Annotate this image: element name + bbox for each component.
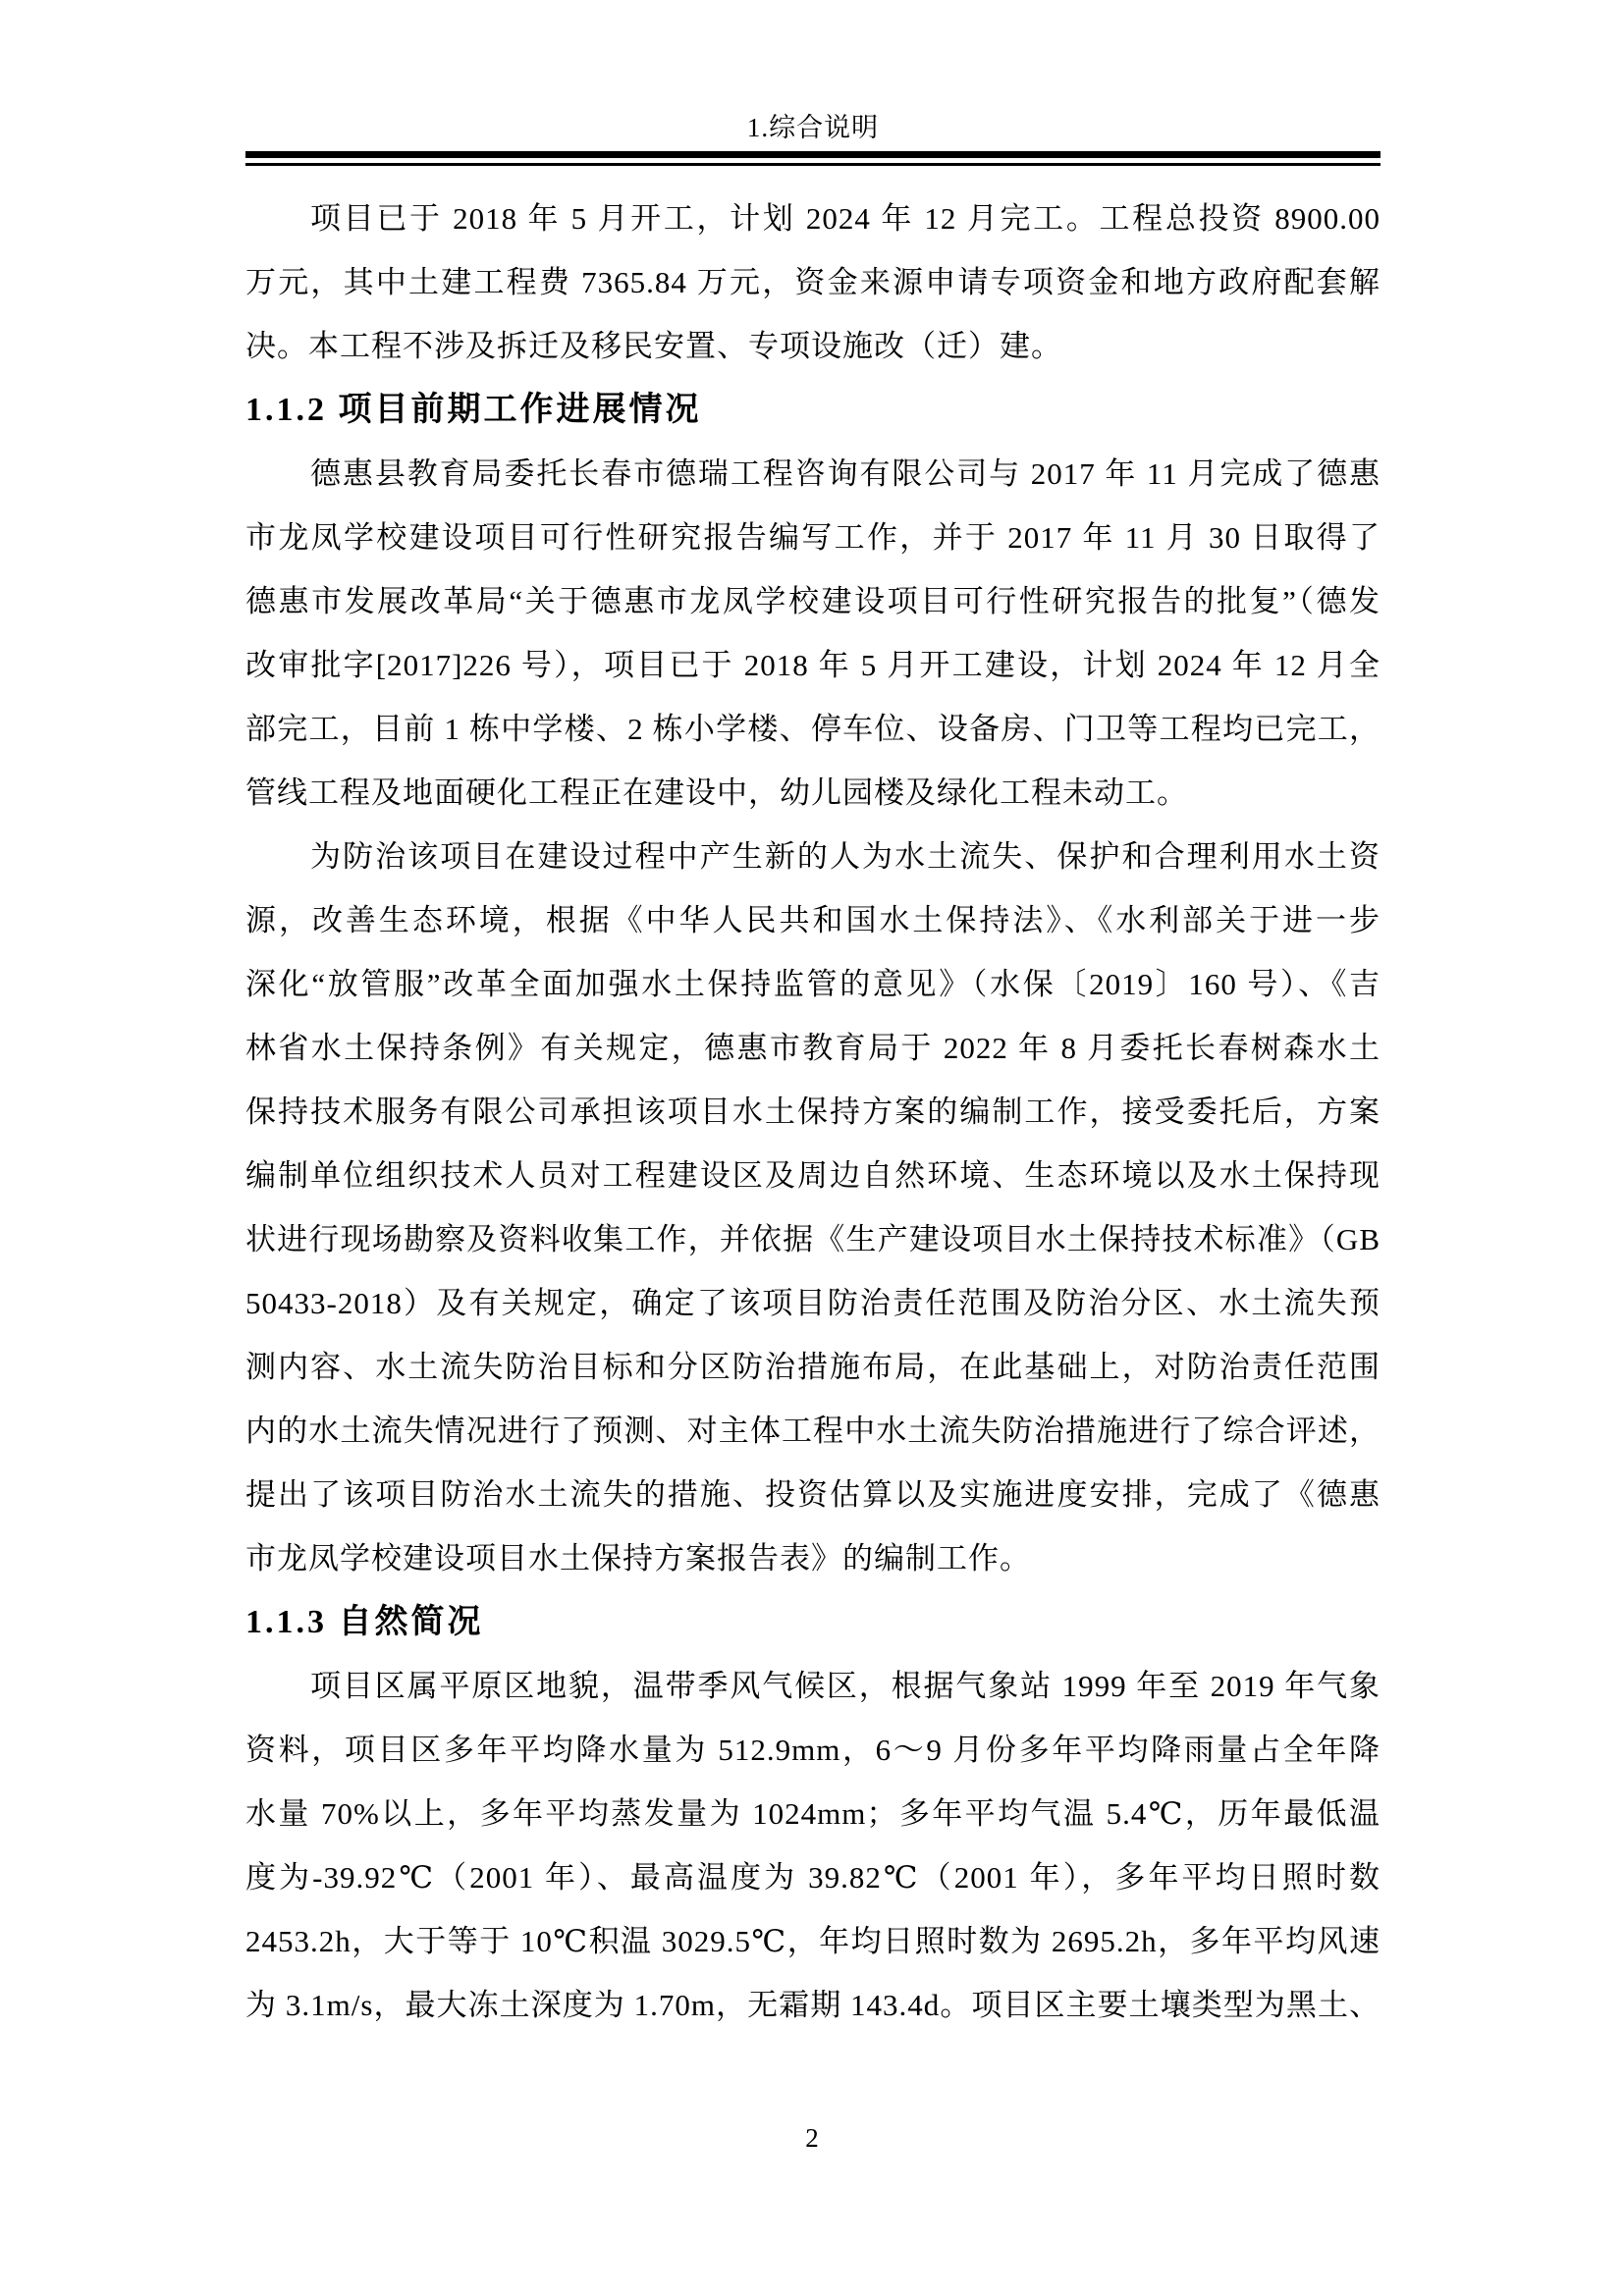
text-line: 资料，项目区多年平均降水量为 512.9mm，6～9 月份多年平均降雨量占全年降 bbox=[245, 1733, 1380, 1767]
text-line: 改审批字[2017]226 号），项目已于 2018 年 5 月开工建设，计划 2024 年 12 月全 bbox=[245, 648, 1380, 682]
header-rule-thin bbox=[245, 163, 1380, 166]
text-line: 市龙凤学校建设项目可行性研究报告编写工作，并于 2017 年 11 月 30 日取得了 bbox=[245, 520, 1380, 555]
header-rule-thick bbox=[245, 151, 1380, 158]
text-line: 水量 70%以上，多年平均蒸发量为 1024mm；多年平均气温 5.4℃，历年最低温 bbox=[245, 1796, 1380, 1831]
text-line: 内的水土流失情况进行了预测、对主体工程中水土流失防治措施进行了综合评述， bbox=[245, 1414, 1380, 1448]
section-heading: 1.1.3 自然简况 bbox=[245, 1604, 484, 1640]
text-line: 林省水土保持条例》有关规定，德惠市教育局于 2022 年 8 月委托长春树森水土 bbox=[245, 1031, 1380, 1065]
text-line: 决。本工程不涉及拆迁及移民安置、专项设施改（迁）建。 bbox=[245, 329, 1062, 363]
text-line: 德惠市发展改革局“关于德惠市龙凤学校建设项目可行性研究报告的批复”（德发 bbox=[245, 584, 1380, 618]
text-line: 市龙凤学校建设项目水土保持方案报告表》的编制工作。 bbox=[245, 1541, 1031, 1575]
page-number: 2 bbox=[805, 2123, 819, 2153]
text-line: 为 3.1m/s，最大冻土深度为 1.70m，无霜期 143.4d。项目区主要土壤类型为黑土、 bbox=[245, 1988, 1380, 2022]
text-line: 管线工程及地面硬化工程正在建设中，幼儿园楼及绿化工程未动工。 bbox=[245, 775, 1188, 810]
text-line: 提出了该项目防治水土流失的措施、投资估算以及实施进度安排，完成了《德惠 bbox=[245, 1477, 1380, 1512]
text-line: 德惠县教育局委托长春市德瑞工程咨询有限公司与 2017 年 11 月完成了德惠 bbox=[310, 456, 1380, 491]
text-line: 50433-2018）及有关规定，确定了该项目防治责任范围及防治分区、水土流失预 bbox=[245, 1286, 1380, 1320]
text-line: 项目已于 2018 年 5 月开工，计划 2024 年 12 月完工。工程总投资 8900.00 bbox=[310, 201, 1380, 236]
document-lines bbox=[245, 187, 1380, 2037]
text-line: 编制单位组织技术人员对工程建设区及周边自然环境、生态环境以及水土保持现 bbox=[245, 1158, 1380, 1193]
text-line: 部完工，目前 1 栋中学楼、2 栋小学楼、停车位、设备房、门卫等工程均已完工， bbox=[245, 712, 1380, 746]
text-line: 万元，其中土建工程费 7365.84 万元，资金来源申请专项资金和地方政府配套解 bbox=[245, 265, 1380, 299]
text-line: 测内容、水土流失防治目标和分区防治措施布局，在此基础上，对防治责任范围 bbox=[245, 1350, 1380, 1384]
text-line: 深化“放管服”改革全面加强水土保持监管的意见》（水保〔2019〕160 号）、《吉 bbox=[245, 967, 1380, 1001]
text-line: 状进行现场勘察及资料收集工作，并依据《生产建设项目水土保持技术标准》（GB bbox=[245, 1222, 1380, 1256]
text-line: 为防治该项目在建设过程中产生新的人为水土流失、保护和合理利用水土资 bbox=[310, 839, 1380, 874]
text-line: 度为-39.92℃（2001 年）、最高温度为 39.82℃（2001 年），多年平均日照时数 bbox=[245, 1860, 1380, 1895]
text-line: 2453.2h，大于等于 10℃积温 3029.5℃，年均日照时数为 2695.2h，多年平均风速 bbox=[245, 1924, 1380, 1958]
text-line: 源，改善生态环境，根据《中华人民共和国水土保持法》、《水利部关于进一步 bbox=[245, 903, 1380, 937]
section-heading: 1.1.2 项目前期工作进展情况 bbox=[245, 392, 702, 428]
text-line: 项目区属平原区地貌，温带季风气候区，根据气象站 1999 年至 2019 年气象 bbox=[310, 1669, 1380, 1703]
page-header-title: 1.综合说明 bbox=[746, 113, 880, 142]
text-line: 保持技术服务有限公司承担该项目水土保持方案的编制工作，接受委托后，方案 bbox=[245, 1095, 1380, 1129]
